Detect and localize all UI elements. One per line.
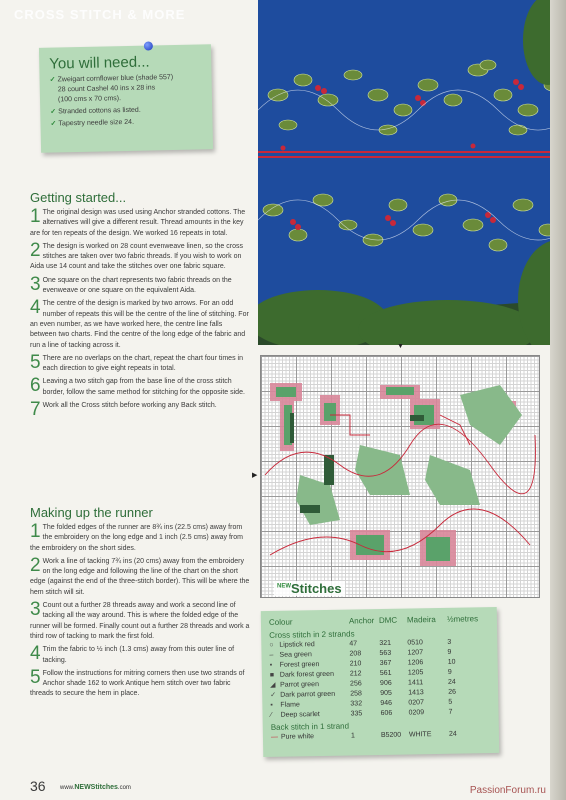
madeira-code: 1205 <box>407 669 424 677</box>
step-text: There are no overlaps on the chart, repeat the chart four times in each direction to give eight repeats in total. <box>42 354 243 373</box>
need-title: You will need... <box>49 53 150 73</box>
site-prefix: www. <box>60 785 75 791</box>
thread-name: Deep scarlet <box>280 711 320 719</box>
section-label: CROSS STITCH & MORE <box>14 7 186 22</box>
thread-name: Flame <box>280 701 300 709</box>
centre-arrow-top: ▼ <box>397 343 404 350</box>
col-metres: ½metres <box>446 614 479 624</box>
step <box>30 601 250 642</box>
madeira-code: 1206 <box>407 659 424 667</box>
need-line: 28 count Cashel 40 ins x 28 ins <box>57 84 156 94</box>
thread-name: Pure white <box>280 733 315 741</box>
logo-text: Stitches <box>291 581 342 596</box>
dmc-code: 906 <box>379 679 392 687</box>
section-header <box>14 6 254 22</box>
step-text: The folded edges of the runner are 8¾ ins (22.5 cms) away from the embroidery on the long edge and 1 inch (2.5 cms) away from the embroidery on the short sides. <box>30 524 243 552</box>
step-text: Follow the instructions for mitring corners then use two strands of Anchor shade 162 to work Antique hem stitch over two fabric threads to secure the hem in place. <box>30 669 245 698</box>
check-icon: ✓ <box>50 108 57 116</box>
chart-symbol: ◢ <box>269 681 276 689</box>
step-number: 3 <box>30 599 41 621</box>
thread-amount: 3 <box>447 638 452 646</box>
thread-name: Parrot green <box>279 681 320 689</box>
chart-symbol: – <box>269 651 274 659</box>
page-edge <box>550 0 566 800</box>
chart-symbol: ■ <box>269 671 275 679</box>
need-line: Zweigart cornflower blue (shade 557) <box>57 74 174 84</box>
need-line: Tapestry needle size 24. <box>58 118 135 128</box>
chart-symbol: ▪ <box>270 701 273 709</box>
anchor-code: 258 <box>350 690 362 698</box>
step <box>30 299 250 350</box>
dmc-code: 563 <box>379 649 392 658</box>
madeira-code: 0209 <box>408 709 425 717</box>
site-brand: NEWStitches <box>74 784 118 791</box>
thread-amount: 9 <box>447 668 452 676</box>
need-item <box>50 116 202 129</box>
need-item <box>50 72 203 105</box>
thread-amount: 9 <box>447 648 452 656</box>
step-text: Count out a further 28 threads away and work a second line of tacking all the way around. This is where the folded edge of the runner will be formed. Finally count out a further 28 threads and work a third row of tacking to mark the first fold. <box>30 602 250 640</box>
anchor-code: 47 <box>349 640 358 648</box>
madeira-code: 1411 <box>407 679 424 687</box>
chart-symbol: ⁄ <box>270 711 272 719</box>
col-colour: Colour <box>268 617 293 627</box>
runner-photo <box>258 0 566 345</box>
step <box>30 351 250 375</box>
chart-symbol: — <box>270 733 279 741</box>
need-list <box>50 72 203 129</box>
making-up-section <box>30 505 250 700</box>
step <box>30 239 250 273</box>
site-suffix: .com <box>117 785 131 791</box>
you-will-need-box <box>39 44 213 153</box>
step <box>30 523 250 554</box>
step-text: The original design was used using Anchor stranded cottons. The alternatives will give a different result. Thread amounts in the key are for ten repeats of the design. We worked 16 repeats in total. <box>30 209 246 237</box>
madeira-code: 1207 <box>407 649 424 657</box>
step <box>30 399 250 421</box>
watermark: PassionForum.ru <box>469 785 546 796</box>
thread-amount: 10 <box>447 658 456 666</box>
step-text: Leaving a two stitch gap from the base line of the cross stitch border, follow the same method for stitching for the opposite side. <box>42 378 245 396</box>
thread-name: Dark parrot green <box>280 690 336 699</box>
col-dmc: DMC <box>378 615 398 626</box>
step-number: 6 <box>30 375 41 397</box>
thread-name: Lipstick red <box>279 641 315 649</box>
dmc-code: 561 <box>379 669 392 678</box>
need-item <box>50 104 202 117</box>
step-number: 4 <box>30 643 41 665</box>
anchor-code: 256 <box>349 680 362 688</box>
step-text: Work a line of tacking 7¾ ins (20 cms) away from the embroidery on the long edge and following the line of the chart on the short edge (against the end of the three-stitch border). This will be where the hem stitch will sit. <box>30 557 250 596</box>
chart-symbol: ✓ <box>270 691 277 699</box>
page-number: 36 <box>30 778 46 794</box>
getting-started-heading: Getting started... <box>30 190 127 205</box>
step-number: 4 <box>30 297 41 319</box>
madeira-code: 0207 <box>408 699 425 707</box>
cross-stitch-chart <box>254 343 554 601</box>
anchor-code: 212 <box>349 670 362 678</box>
cross-stitch-heading: Cross stitch in 2 strands <box>269 629 355 640</box>
step-text: The centre of the design is marked by two arrows. For an odd number of repeats this will be the centre of the line of stitching. For an even number, as we have worked here, the centre line falls between two charts. Find the centre of the long edge of the fabric and run a line of tacking across it. <box>30 300 249 349</box>
step <box>30 554 250 598</box>
site-url[interactable] <box>60 784 131 791</box>
check-icon: ✓ <box>49 76 56 84</box>
anchor-code: 210 <box>349 660 362 668</box>
chart-grid <box>260 355 540 598</box>
holly-runner-illustration <box>258 0 566 345</box>
getting-started-section <box>30 190 250 421</box>
step-number: 5 <box>30 351 41 373</box>
step-number: 2 <box>30 239 41 261</box>
dmc-code: 367 <box>379 659 392 668</box>
step-text: Trim the fabric to ½ inch (1.3 cms) away from this outer line of tacking. <box>42 646 235 664</box>
madeira-code: 0510 <box>407 639 423 647</box>
thread-amount: 7 <box>448 708 453 716</box>
dmc-code: 321 <box>379 639 392 648</box>
step-text: Work all the Cross stitch before working any Back stitch. <box>42 402 217 410</box>
anchor-code: 332 <box>350 700 363 708</box>
centre-arrow-left: ▶ <box>252 472 258 479</box>
step-number: 1 <box>30 521 41 542</box>
anchor-code: 335 <box>350 710 363 718</box>
chart-symbol: ▪ <box>269 661 273 669</box>
step <box>30 377 250 398</box>
thread-amount: 26 <box>448 688 457 696</box>
step <box>30 645 250 666</box>
step-text: The design is worked on 28 count evenweave linen, so the cross stitches are taken over two fabric threads. If you wish to work on Aida use 14 count and take the stitches over one fabric square. <box>30 242 243 271</box>
madeira-code: WHITE <box>408 731 432 739</box>
dmc-code: 946 <box>380 699 393 707</box>
back-stitch-heading: Back stitch in 1 strand <box>270 721 350 732</box>
anchor-code: 208 <box>349 650 362 658</box>
thread-name: Sea green <box>279 651 312 659</box>
col-madeira: Madeira <box>406 615 436 625</box>
step-number: 5 <box>30 666 41 688</box>
check-icon: ✓ <box>50 120 57 128</box>
step-text: One square on the chart represents two fabric threads on the evenweave or one square on the equivalent Aida. <box>42 276 232 295</box>
madeira-code: 1413 <box>408 689 424 697</box>
col-anchor: Anchor <box>348 616 375 626</box>
stitches-logo <box>274 581 345 596</box>
dmc-code: 905 <box>380 689 392 697</box>
thread-name: Forest green <box>279 661 320 669</box>
dmc-code: B5200 <box>380 731 402 739</box>
anchor-code: 1 <box>350 732 355 740</box>
holly-motif <box>260 355 540 598</box>
step <box>30 666 250 700</box>
dmc-code: 606 <box>380 709 393 717</box>
step-number: 3 <box>30 273 41 295</box>
need-line: Stranded cottons as listed. <box>58 106 141 116</box>
thread-amount: 5 <box>448 698 453 706</box>
chart-symbol: ○ <box>269 641 274 649</box>
step-number: 7 <box>30 399 41 421</box>
thread-amount: 24 <box>447 678 456 686</box>
thread-key <box>261 607 500 757</box>
step-number: 1 <box>30 206 41 227</box>
thread-name: Dark forest green <box>279 670 335 679</box>
logo-prefix: NEW <box>277 583 291 590</box>
step <box>30 273 250 297</box>
thread-amount: 24 <box>448 730 457 738</box>
need-line: (100 cms x 70 cms). <box>57 95 122 104</box>
pin-icon <box>144 41 153 50</box>
making-up-heading: Making up the runner <box>30 505 153 520</box>
step-number: 2 <box>30 554 41 576</box>
step <box>30 208 250 239</box>
